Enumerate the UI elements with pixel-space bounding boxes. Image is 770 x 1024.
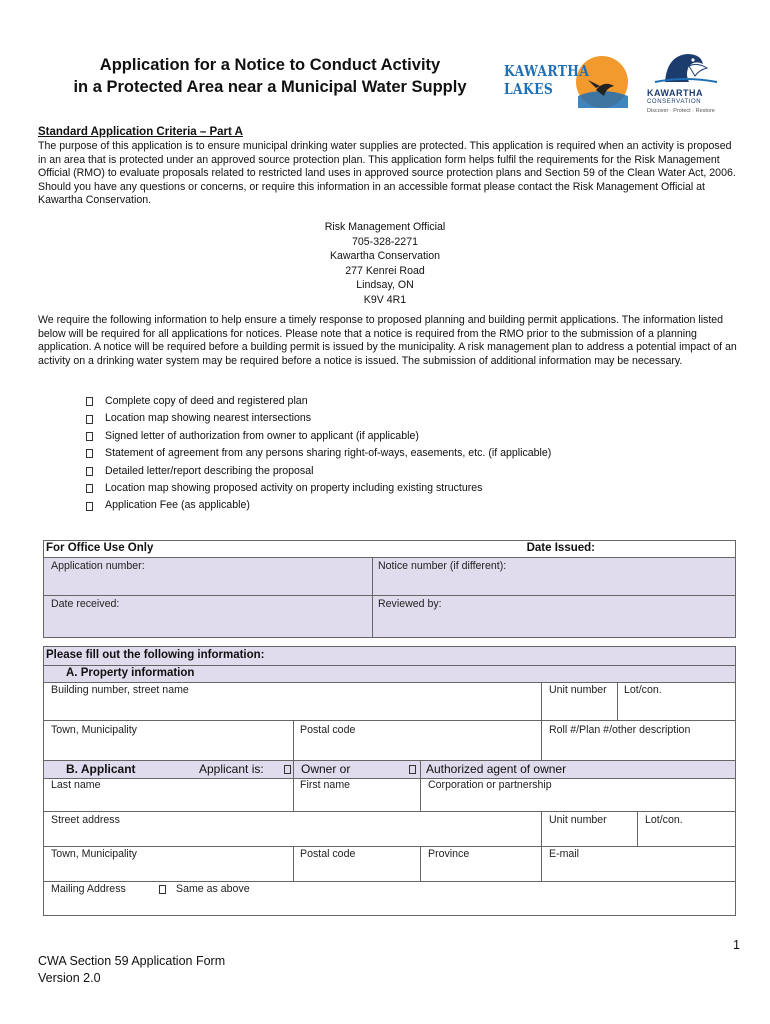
checklist-item: Location map showing nearest intersections: [84, 410, 551, 427]
agent-checkbox[interactable]: [409, 765, 416, 774]
section-heading-criteria: Standard Application Criteria – Part A: [38, 126, 243, 138]
contact-org: Kawartha Conservation: [329, 250, 441, 262]
postal-code-field-2[interactable]: Postal code: [300, 848, 356, 860]
last-name-field[interactable]: Last name: [51, 779, 101, 791]
requirements-checklist: [84, 393, 551, 515]
checklist-item: Detailed letter/report describing the proposal: [84, 463, 551, 480]
contact-street: 277 Kenrei Road: [345, 264, 425, 277]
form-header: Please fill out the following information:: [46, 649, 265, 661]
footer-form-name: CWA Section 59 Application Form: [38, 954, 226, 968]
lot-con-field[interactable]: Lot/con.: [624, 684, 662, 696]
checkbox[interactable]: [86, 467, 93, 476]
mailing-address-field[interactable]: Mailing Address: [51, 883, 126, 895]
checkbox[interactable]: [86, 397, 93, 406]
town-field-2[interactable]: Town, Municipality: [51, 848, 137, 860]
checkbox[interactable]: [86, 415, 93, 424]
same-as-above-checkbox[interactable]: [159, 885, 166, 894]
checklist-item: Application Fee (as applicable): [84, 497, 551, 514]
title-line-1: Application for a Notice to Conduct Activity: [99, 56, 441, 74]
title-line-2: in a Protected Area near a Municipal Water Supply: [73, 78, 467, 96]
corporation-field[interactable]: Corporation or partnership: [428, 779, 552, 791]
logo2-subtitle: CONSERVATION: [647, 99, 702, 105]
applicant-is-label: Applicant is:: [199, 762, 264, 776]
owner-option[interactable]: Owner or: [284, 762, 350, 776]
checkbox[interactable]: [86, 484, 93, 493]
office-header-right: Date Issued:: [526, 542, 595, 554]
footer: [38, 953, 225, 987]
lot-con-field-2[interactable]: Lot/con.: [645, 814, 683, 826]
owner-checkbox[interactable]: [284, 765, 291, 774]
reviewed-by-field: Reviewed by:: [378, 598, 442, 610]
contact-role: Risk Management Official: [324, 221, 446, 233]
kawartha-conservation-logo: [645, 46, 725, 118]
applicant-form: [43, 646, 736, 916]
province-field[interactable]: Province: [428, 848, 470, 860]
same-as-above-option[interactable]: Same as above: [159, 883, 250, 895]
intro-paragraph: The purpose of this application is to ensure municipal drinking water supplies are protected. This application is required when an activity is proposed in an area that is protected under an approved source protection plan. This application form helps fulfil the requirements for the Risk Management Official (RMO) to evaluate proposals related to restricted land uses in approved source protection plans and Section 59 of the Clean Water Act, 2006. Should you have any questions or concerns, or require this information in an accessible format please contact the Risk Management Official at Kawartha Conservation.: [38, 140, 736, 207]
checklist-item: Signed letter of authorization from owner to applicant (if applicable): [84, 428, 551, 445]
footer-version: Version 2.0: [38, 971, 101, 985]
building-number-field[interactable]: Building number, street name: [51, 684, 189, 696]
postal-code-field[interactable]: Postal code: [300, 724, 356, 736]
office-use-table: [43, 540, 736, 638]
requirements-paragraph: We require the following information to help ensure a timely response to proposed planning and building permit applications. The information listed below will be required for all applications for notices. Please note that a notice is required from the RMO prior to the submission of a planning application. A notice will be required before a building permit is issued by the municipality. A risk management plan to address a potential impact of an activity on a drinking water system may be required before a notice is issued. The submission of additional information may be necessary.: [38, 314, 737, 367]
document-title: [40, 54, 500, 98]
authorized-agent-option[interactable]: Authorized agent of owner: [409, 762, 566, 776]
logo2-tagline: Discover · Protect · Restore: [647, 108, 715, 114]
contact-postal: K9V 4R1: [363, 293, 407, 306]
property-heading: A. Property information: [66, 667, 195, 679]
application-number-field: Application number:: [51, 560, 145, 572]
kawartha-lakes-logo: [500, 50, 630, 112]
contact-phone: 705-328-2271: [352, 235, 418, 248]
town-field[interactable]: Town, Municipality: [51, 724, 137, 736]
office-header-left: For Office Use Only: [46, 542, 154, 554]
unit-number-field[interactable]: Unit number: [549, 684, 607, 696]
unit-number-field-2[interactable]: Unit number: [549, 814, 607, 826]
roll-field[interactable]: Roll #/Plan #/other description: [549, 724, 691, 736]
contact-city: Lindsay, ON: [356, 279, 414, 291]
notice-number-field: Notice number (if different):: [378, 560, 507, 572]
checkbox[interactable]: [86, 502, 93, 511]
checkbox[interactable]: [86, 449, 93, 458]
checklist-item: Statement of agreement from any persons sharing right-of-ways, easements, etc. (if applicable): [84, 445, 551, 462]
applicant-heading: B. Applicant: [66, 762, 136, 776]
first-name-field[interactable]: First name: [300, 779, 351, 791]
office-header-row: [44, 541, 735, 558]
checklist-item: Location map showing proposed activity on property including existing structures: [84, 480, 551, 497]
street-address-field[interactable]: Street address: [51, 814, 120, 826]
page-number: 1: [733, 938, 740, 952]
contact-block: [240, 220, 530, 307]
date-received-field: Date received:: [51, 598, 120, 610]
checkbox[interactable]: [86, 432, 93, 441]
checklist-item: Complete copy of deed and registered plan: [84, 393, 551, 410]
logo2-wordmark: KAWARTHA: [647, 88, 703, 98]
logo1-wordmark: KAWARTHA LAKES: [504, 62, 590, 98]
email-field[interactable]: E-mail: [549, 848, 580, 860]
